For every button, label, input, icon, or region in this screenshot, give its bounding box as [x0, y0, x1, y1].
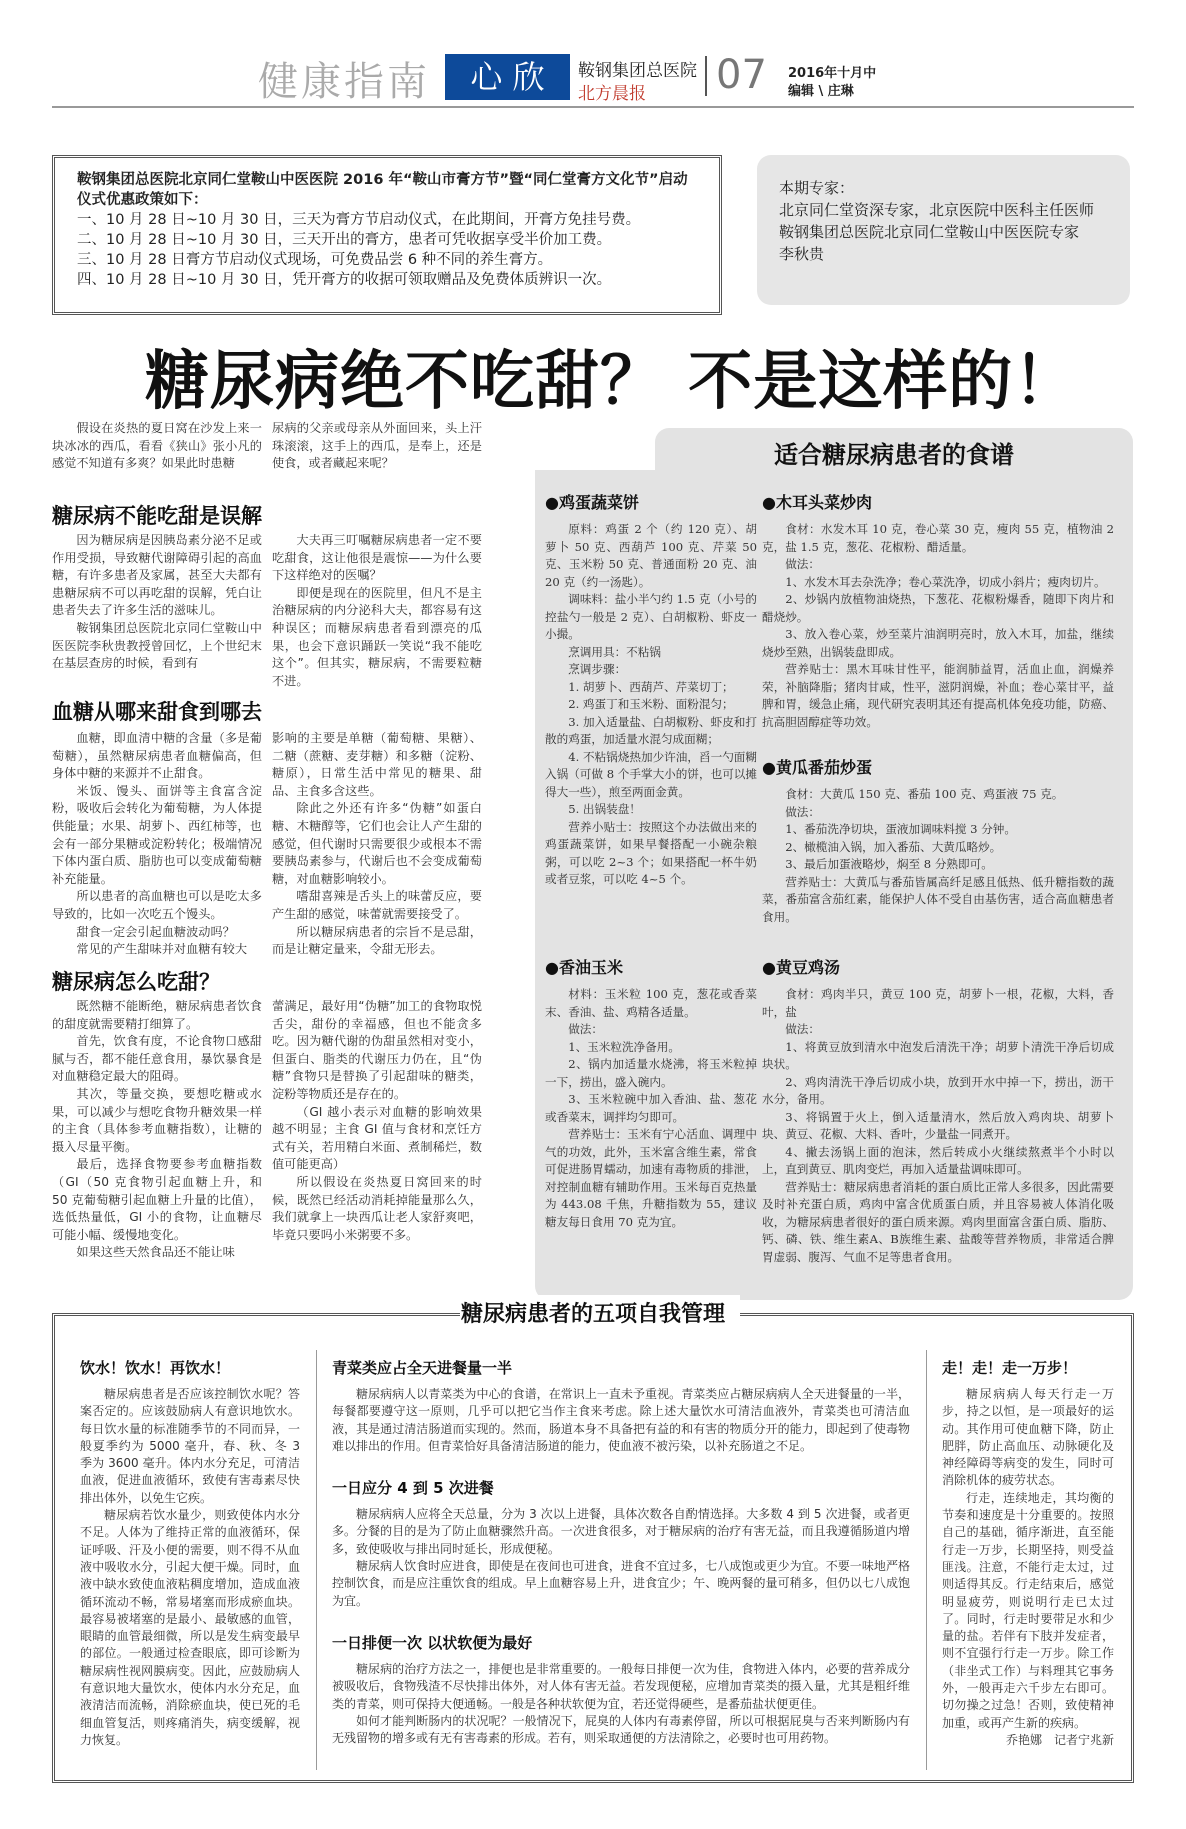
paragraph: 甜食一定会引起血糖波动吗？ [76, 924, 235, 939]
paragraph: 3、将锅置于火上，倒入适量清水，然后放入鸡肉块、胡萝卜块、黄豆、花椒、大料、香叶，少量盐一同煮开。 [762, 1109, 1114, 1141]
section-col [52, 532, 262, 673]
expert-name: 李秋贵 [779, 245, 825, 263]
paragraph: 除此之外还有许多“伪糖”如蛋白糖、木糖醇等，它们也会让人产生甜的感觉，但代谢时只需要很少或根本不需要胰岛素参与，代谢后也不会变成葡萄糖，对血糖影响较小。 [272, 801, 482, 886]
paragraph: 3、玉米粒碗中加入香油、盐、葱花或香菜末，调拌均匀即可。 [545, 1092, 757, 1124]
paragraph: 2. 鸡蛋丁和玉米粉、面粉混匀； [568, 697, 734, 711]
paragraph: 1、水发木耳去杂洗净；卷心菜洗净，切成小斜片；瘦肉切片。 [785, 574, 1106, 589]
paragraph: 做法： [785, 1022, 820, 1036]
paragraph: 2、橄榄油入锅，加入番茄、大黄瓜略炒。 [785, 839, 1002, 854]
mgmt-heading: 一日排便一次 以状软便为最好 [332, 1633, 533, 1652]
paragraph: 3、放入卷心菜，炒至菜片油润明亮时，放入木耳，加盐，继续烧炒至熟，出锅装盘即成。 [762, 627, 1114, 659]
paragraph: 食材：水发木耳 10 克，卷心菜 30 克，瘦肉 55 克，植物油 2 克，盐 1.5 克，葱花、花椒粉、醋适量。 [762, 522, 1114, 554]
paragraph: 血糖，即血清中糖的含量（多是葡萄糖），虽然糖尿病患者血糖偏高，但身体中糖的来源并不止甜食。 [52, 731, 262, 781]
section-heading: 血糖从哪来甜食到哪去 [52, 700, 262, 724]
recipe-name: ●黄豆鸡汤 [762, 958, 840, 977]
intro-right [272, 420, 482, 473]
paragraph: 营养贴士：玉米有宁心活血、调理中气的功效，此外，玉米富含维生素，常食可促进肠胃蠕动，加速有毒物质的排泄，对控制血糖有辅助作用。玉米每百克热量为 443.08 千焦，升糖指数为 55，建议糖友每日食用 70 克为宜。 [545, 1127, 757, 1229]
paragraph: 鞍钢集团总医院北京同仁堂鞍山中医医院李秋贵教授曾回忆，上个世纪末在基层查房的时候，看到有 [52, 620, 262, 671]
recipe-name: ●木耳头菜炒肉 [762, 493, 872, 512]
policy-item: 四、10 月 28 日~10 月 30 日，凭开膏方的收据可领取赠品及免费体质辨识一次。 [77, 272, 612, 288]
issue-date: 2016年十月中 [788, 66, 877, 81]
paragraph: 营养小贴士：按照这个办法做出来的鸡蛋蔬菜饼，如果早餐搭配一小碗杂粮粥，可以吃 2~3 个；如果搭配一杯牛奶或者豆浆，可以吃 4~5 个。 [545, 819, 757, 886]
recipe-title: 适合糖尿病患者的食谱 [774, 441, 1014, 469]
section-col [52, 730, 262, 959]
paragraph: 材料：玉米粒 100 克，葱花或香菜末、香油、盐、鸡精各适量。 [545, 987, 757, 1019]
hospital-name: 鞍钢集团总医院 [578, 61, 697, 81]
expert-label: 本期专家： [779, 179, 855, 197]
paragraph: 3、最后加蛋液略炒，焖至 8 分熟即可。 [785, 857, 993, 871]
mgmt-col [80, 1357, 300, 1749]
column-logo: 心 欣 [445, 54, 570, 100]
paragraph: 如果这些天然食品还不能让味 [76, 1245, 235, 1260]
paragraph: 食材：鸡肉半只，黄豆 100 克，胡萝卜一根，花椒，大料，香叶，盐 [762, 987, 1114, 1019]
paragraph: 假设在炎热的夏日窝在沙发上来一块冰冰的西瓜，看看《狭山》张小凡的感觉不知道有多爽？如果此时患糖 [52, 421, 262, 471]
paragraph: 尿病的父亲或母亲从外面回来，头上汗珠滚滚，这手上的西瓜，是奉上，还是使食，或者藏起来呢？ [272, 421, 482, 471]
mgmt-heading: 走！走！走一万步！ [942, 1359, 1078, 1377]
column-divider [316, 1350, 317, 1770]
section-heading: 糖尿病不能吃甜是误解 [52, 504, 262, 528]
paragraph: 既然糖不能断绝，糖尿病患者饮食的甜度就需要精打细算了。 [52, 999, 262, 1031]
section-col [272, 532, 482, 690]
newspaper-name: 北方晨报 [578, 84, 646, 104]
paragraph: 嗜甜喜辣是舌头上的味蕾反应，要产生甜的感觉，味蕾就需要接受了。 [272, 889, 482, 921]
section-col [272, 998, 482, 1244]
paragraph: 蕾满足，最好用“伪糖”加工的食物取悦舌尖，甜份的幸福感，但也不能贪多吃。因为糖代谢的伪甜虽然相对变小，但蛋白、脂类的代谢压力仍在，且“伪糖”食物只是替换了引起甜味的糖类，淀粉等物质还是存在的。 [272, 999, 482, 1101]
paragraph: 米饭、馒头、面饼等主食富含淀粉，吸收后会转化为葡萄糖，为人体提供能量；水果、胡萝卜、西红柿等，也会有一部分果糖或淀粉转化；极端情况下体内蛋白质、脂肪也可以变成葡萄糖补充能量。 [52, 783, 262, 886]
headline: 糖尿病绝不吃甜？ 不是这样的！ [145, 345, 1079, 419]
intro-left [52, 420, 262, 473]
policy-item: 三、10 月 28 日膏方节启动仪式现场，可免费品尝 6 种不同的养生膏方。 [77, 252, 553, 268]
section-col [272, 730, 482, 959]
recipe-card [545, 955, 757, 1231]
paragraph: 营养贴士：黑木耳味甘性平，能润肺益胃，活血止血，润燥养荣，补脑降脂；猪肉甘咸，性平，滋阴润燥，补血；卷心菜甘平，益脾和胃，缓急止痛，现代研究表明其还有提高机体免疫功能，防癌、抗高胆固醇症等功效。 [762, 662, 1114, 729]
paragraph: 2、鸡肉清洗干净后切成小块，放到开水中掉一下，捞出，沥干水分，备用。 [762, 1074, 1114, 1106]
paragraph: 糖尿病病人每天行走一万步，持之以恒，是一项最好的运动。其作用可使血糖下降，防止肥胖，防止高血压、动脉硬化及神经障碍等病变的发生，同时可消除机体的疲劳状态。 [942, 1387, 1114, 1488]
paragraph: 其次，等量交换，要想吃糖或水果，可以减少与想吃食物升糖效果一样的主食（具体参考血糖指数），让糖的摄入尽量平衡。 [52, 1086, 262, 1154]
mgmt-heading: 一日应分 4 到 5 次进餐 [332, 1479, 494, 1498]
management-title: 糖尿病患者的五项自我管理 [460, 1302, 725, 1327]
recipe-name: ●鸡蛋蔬菜饼 [545, 493, 639, 512]
mgmt-col [942, 1357, 1114, 1749]
paragraph: 营养贴士：糖尿病患者消耗的蛋白质比正常人多很多，因此需要及时补充蛋白质，鸡肉中富含优质蛋白质，并且容易被人体消化吸收，为糖尿病患者很好的蛋白质来源。鸡肉里面富含蛋白质、脂肪、钙、磷、铁、维生素A、B族维生素、盐酸等营养物质，非常适合脾胃虚弱、腹泻、气血不足等患者食用。 [762, 1179, 1114, 1264]
column-divider [926, 1350, 927, 1770]
policy-box [52, 155, 722, 315]
expert-line: 鞍钢集团总医院北京同仁堂鞍山中医医院专家 [779, 223, 1080, 241]
paragraph: 食材：大黄瓜 150 克、番茄 100 克、鸡蛋液 75 克。 [785, 787, 1064, 801]
paragraph: 营养贴士：大黄瓜与番茄皆属高纤足感且低热、低升糖指数的蔬菜，番茄富含茄红素，能保护人体不受自由基伤害，适合高血糖患者食用。 [762, 874, 1114, 924]
section-heading: 糖尿病怎么吃甜？ [52, 970, 220, 994]
paragraph: 3. 加入适量盐、白胡椒粉、虾皮和打散的鸡蛋，加适量水混匀成面糊； [545, 714, 757, 746]
paragraph: 4、撇去汤锅上面的泡沫，然后转成小火继续熬煮半个小时以上，直到黄豆、肌肉变烂，再加入适量盐调味即可。 [762, 1144, 1114, 1176]
mgmt-heading: 青菜类应占全天进餐量一半 [332, 1359, 513, 1377]
paragraph: 糖尿病若饮水量少，则致使体内水分不足。人体为了维持正常的血液循环，保证呼吸、汗及小便的需要，则不得不从血液中吸收水分，引起大便干燥。同时，血液中缺水致使血液粘稠度增加，造成血液循环流动不畅，常易堵塞而形成瘀血块。最容易被堵塞的是最小、最敏感的血管，眼睛的血管最细微，所以是发生病变最早的部位。一般通过检查眼底，即可诊断为糖尿病性视网膜病变。因此，应鼓励病人有意识地大量饮水，使体内水分充足，血液清洁而流畅，消除瘀血块，使已死的毛细血管复活，则疼痛消失，病变缓解，视力恢复。 [80, 1508, 300, 1747]
header-divider [705, 56, 707, 96]
paragraph: 常见的产生甜味并对血糖有较大 [76, 942, 248, 957]
paragraph: 最后，选择食物要参考血糖指数（GI（50 克食物引起血糖上升，和 50 克葡萄糖引起血糖上升量的比值），选低热量低，GI 小的食物，让血糖尽可能小幅、缓慢地变化。 [52, 1157, 262, 1242]
section-col [52, 998, 262, 1262]
paragraph: 1. 胡萝卜、西葫芦、芹菜切丁； [568, 679, 734, 694]
policy-title: 鞍钢集团总医院北京同仁堂鞍山中医医院 2016 年“鞍山市膏方节”暨“同仁堂膏方文化节”启动仪式优惠政策如下： [77, 172, 688, 208]
header-rule [52, 106, 1134, 108]
paragraph: 2、炒锅内放植物油烧热，下葱花、花椒粉爆香，随即下肉片和醋烧炒。 [762, 592, 1114, 624]
paragraph: 所以患者的高血糖也可以是吃太多导致的，比如一次吃五个馒头。 [52, 889, 262, 921]
paragraph: 调味料：盐小半勺约 1.5 克（小号的控盐勺一般是 2 克）、白胡椒粉、虾皮一小撮。 [545, 592, 757, 641]
recipe-name: ●香油玉米 [545, 958, 623, 977]
paragraph: 2、锅内加适量水烧沸，将玉米粒掉一下，捞出，盛入碗内。 [545, 1057, 757, 1089]
author-credit: 乔艳娜 记者宁兆新 [1005, 1732, 1114, 1747]
recipe-name: ●黄瓜番茄炒蛋 [762, 758, 872, 777]
expert-box [757, 155, 1130, 305]
section-title: 健康指南 [258, 59, 430, 105]
recipe-card [762, 490, 1114, 731]
paragraph: 烹调用具：不粘锅 [568, 644, 661, 659]
policy-item: 二、10 月 28 日~10 月 30 日，三天开出的膏方，患者可凭收据享受半价加工费。 [77, 232, 612, 248]
paragraph: 如何才能判断肠内的状况呢？一般情况下，屁臭的人体内有毒素停留，所以可根据屁臭与否来判断肠内有无残留物的增多或有无有害毒素的形成。若有，则采取通便的方法清除之，必要时也可用药物。 [332, 1713, 910, 1746]
recipe-card [762, 955, 1114, 1266]
paragraph: 做法： [785, 557, 820, 571]
paragraph: 4. 不粘锅烧热加少许油，舀一勺面糊入锅（可做 8 个手掌大小的饼，也可以摊得大一些），煎至两面金黄。 [545, 749, 757, 799]
paragraph: 因为糖尿病是因胰岛素分泌不足或作用受损，导致糖代谢障碍引起的高血糖，有许多患者及家属，甚至大夫都有患糖尿病不可以再吃甜的误解，凭白让患者失去了许多生活的滋味儿。 [52, 533, 262, 618]
paragraph: 1、将黄豆放到清水中泡发后清洗干净；胡萝卜清洗干净后切成块状。 [762, 1039, 1114, 1071]
paragraph: 即便是现在的医院里，但凡不是主治糖尿病的内分泌科大夫，都容易有这种误区；而糖尿病患者看到漂亮的瓜果，也会下意识踊跃一笑说“我不能吃这个”。但其实，糖尿病，不需要粒糖不进。 [272, 585, 482, 688]
paragraph: 糖尿病的治疗方法之一，排便也是非常重要的。一般每日排便一次为佳，食物进入体内，必要的营养成分被吸收后，食物残渣不尽快排出体外，对人体有害无益。若发现便秘，应增加青菜类的摄入量，尤其是粗纤维类的青菜，则可保持大便通畅。一般是各种状软便为宜，若还觉得硬些，是番茄盐状便更佳。 [332, 1661, 910, 1711]
expert-line: 北京同仁堂资深专家，北京医院中医科主任医师 [779, 201, 1095, 219]
editor: 编辑 \ 庄琳 [788, 84, 854, 99]
mgmt-col [332, 1357, 910, 1747]
paragraph: 大夫再三叮嘱糖尿病患者一定不要吃甜食，这让他很是震惊——为什么要下这样绝对的医嘱？ [272, 533, 482, 583]
mgmt-heading: 饮水！饮水！再饮水！ [80, 1359, 231, 1377]
paragraph: 首先，饮食有度，不论食物口感甜腻与否，都不能任意食用，暴饮暴食是对血糖稳定最大的阻碍。 [52, 1034, 262, 1084]
paragraph: 所以糖尿病患者的宗旨不是忌甜，而是让糖定量来，令甜无形去。 [272, 924, 482, 957]
paragraph: 所以假设在炎热夏日窝回来的时候，既然已经活动消耗掉能量那么久，我们就拿上一块西瓜让老人家舒爽吧，毕竟只要吗小米粥要不多。 [272, 1174, 482, 1242]
paragraph: 原料：鸡蛋 2 个（约 120 克）、胡萝卜 50 克、西葫芦 100 克、芹菜 50 克、玉米粉 50 克、普通面粉 20 克、油 20 克（约一汤匙）。 [545, 522, 757, 589]
page-number: 07 [716, 52, 767, 98]
paragraph: 糖尿病病人以青菜类为中心的食谱，在常识上一直未予重视。青菜类应占糖尿病病人全天进餐量的一半，每餐都要遵守这一原则，几乎可以把它当作主食来考虑。除上述大量饮水可清洁血液外，青菜类也可清洁血液，其是通过清洁肠道而实现的。然而，肠道本身不具备把有益的和有害的物质分开的能力，即起到了使毒物难以排出的作用。但青菜恰好具备清洁肠道的能力，使血液不被污染，以补充肠道之不足。 [332, 1387, 910, 1453]
paragraph: 做法： [785, 804, 820, 819]
recipe-card [762, 755, 1114, 926]
policy-item: 一、10 月 28 日~10 月 30 日，三天为膏方节启动仪式，在此期间，开膏方免挂号费。 [77, 212, 641, 228]
paragraph: 1、番茄洗净切块，蛋液加调味料搅 3 分钟。 [785, 822, 1016, 836]
paragraph: 1、玉米粒洗净备用。 [568, 1039, 680, 1054]
paragraph: 糖尿病病人应将全天总量，分为 3 次以上进餐，具体次数各自酌情选择。大多数 4 到 5 次进餐，或者更多。分餐的目的是为了防止血糖骤然升高。一次进食很多，对于糖尿病的治疗有害无益，而且我遵循肠道内增多，致使吸收与排出同时延长，形成便秘。 [332, 1507, 910, 1556]
paragraph: 烹调步骤： [568, 662, 627, 676]
paragraph: （GI 越小表示对血糖的影响效果越不明显；主食 GI 值与食材和烹饪方式有关，若用精白米面、煮制稀烂，数值可能更高） [272, 1104, 482, 1172]
paragraph: 糖尿病人饮食时应进食，即使是在夜间也可进食，进食不宜过多，七八成饱或更少为宜。不要一味地严格控制饮食，而是应注重饮食的组成。早上血糖容易上升，进食宜少；午、晚两餐的量可稍多，但仍以七八成饱为宜。 [332, 1559, 910, 1608]
paragraph: 影响的主要是单糖（葡萄糖、果糖）、二糖（蔗糖、麦芽糖）和多糖（淀粉、糖原），日常生活中常见的糖果、甜品、主食多含这些。 [272, 731, 482, 798]
recipe-card [545, 490, 757, 889]
paragraph: 5. 出锅装盘！ [568, 802, 641, 816]
paragraph: 做法： [568, 1022, 603, 1036]
paragraph: 糖尿病患者是否应该控制饮水呢？答案否定的。应该鼓励病人有意识地饮水。每日饮水量的标准随季节的不同而异，一般夏季约为 5000 毫升，春、秋、冬 3 季为 3600 毫升。体内水分充足，可清洁血液，促进血液循环，致使有害毒素尽快排出体外，以免生它疾。 [80, 1387, 300, 1505]
paragraph: 行走，连续地走，其均衡的节奏和速度是十分重要的。按照自己的基础，循序渐进，直至能行走一万步，长期坚持，则受益匪浅。注意，不能行走太过，过则适得其反。行走结束后，感觉明显疲劳，则说明行走已太过了。同时，行走时要带足水和少量的盐。若伴有下肢并发症者，则不宜强行行走一万步。除工作（非坐式工作）与料理其它事务外，一般再走六千步左右即可。切勿操之过急！否则，致使精神加重，或再产生新的疾病。 [942, 1490, 1114, 1730]
